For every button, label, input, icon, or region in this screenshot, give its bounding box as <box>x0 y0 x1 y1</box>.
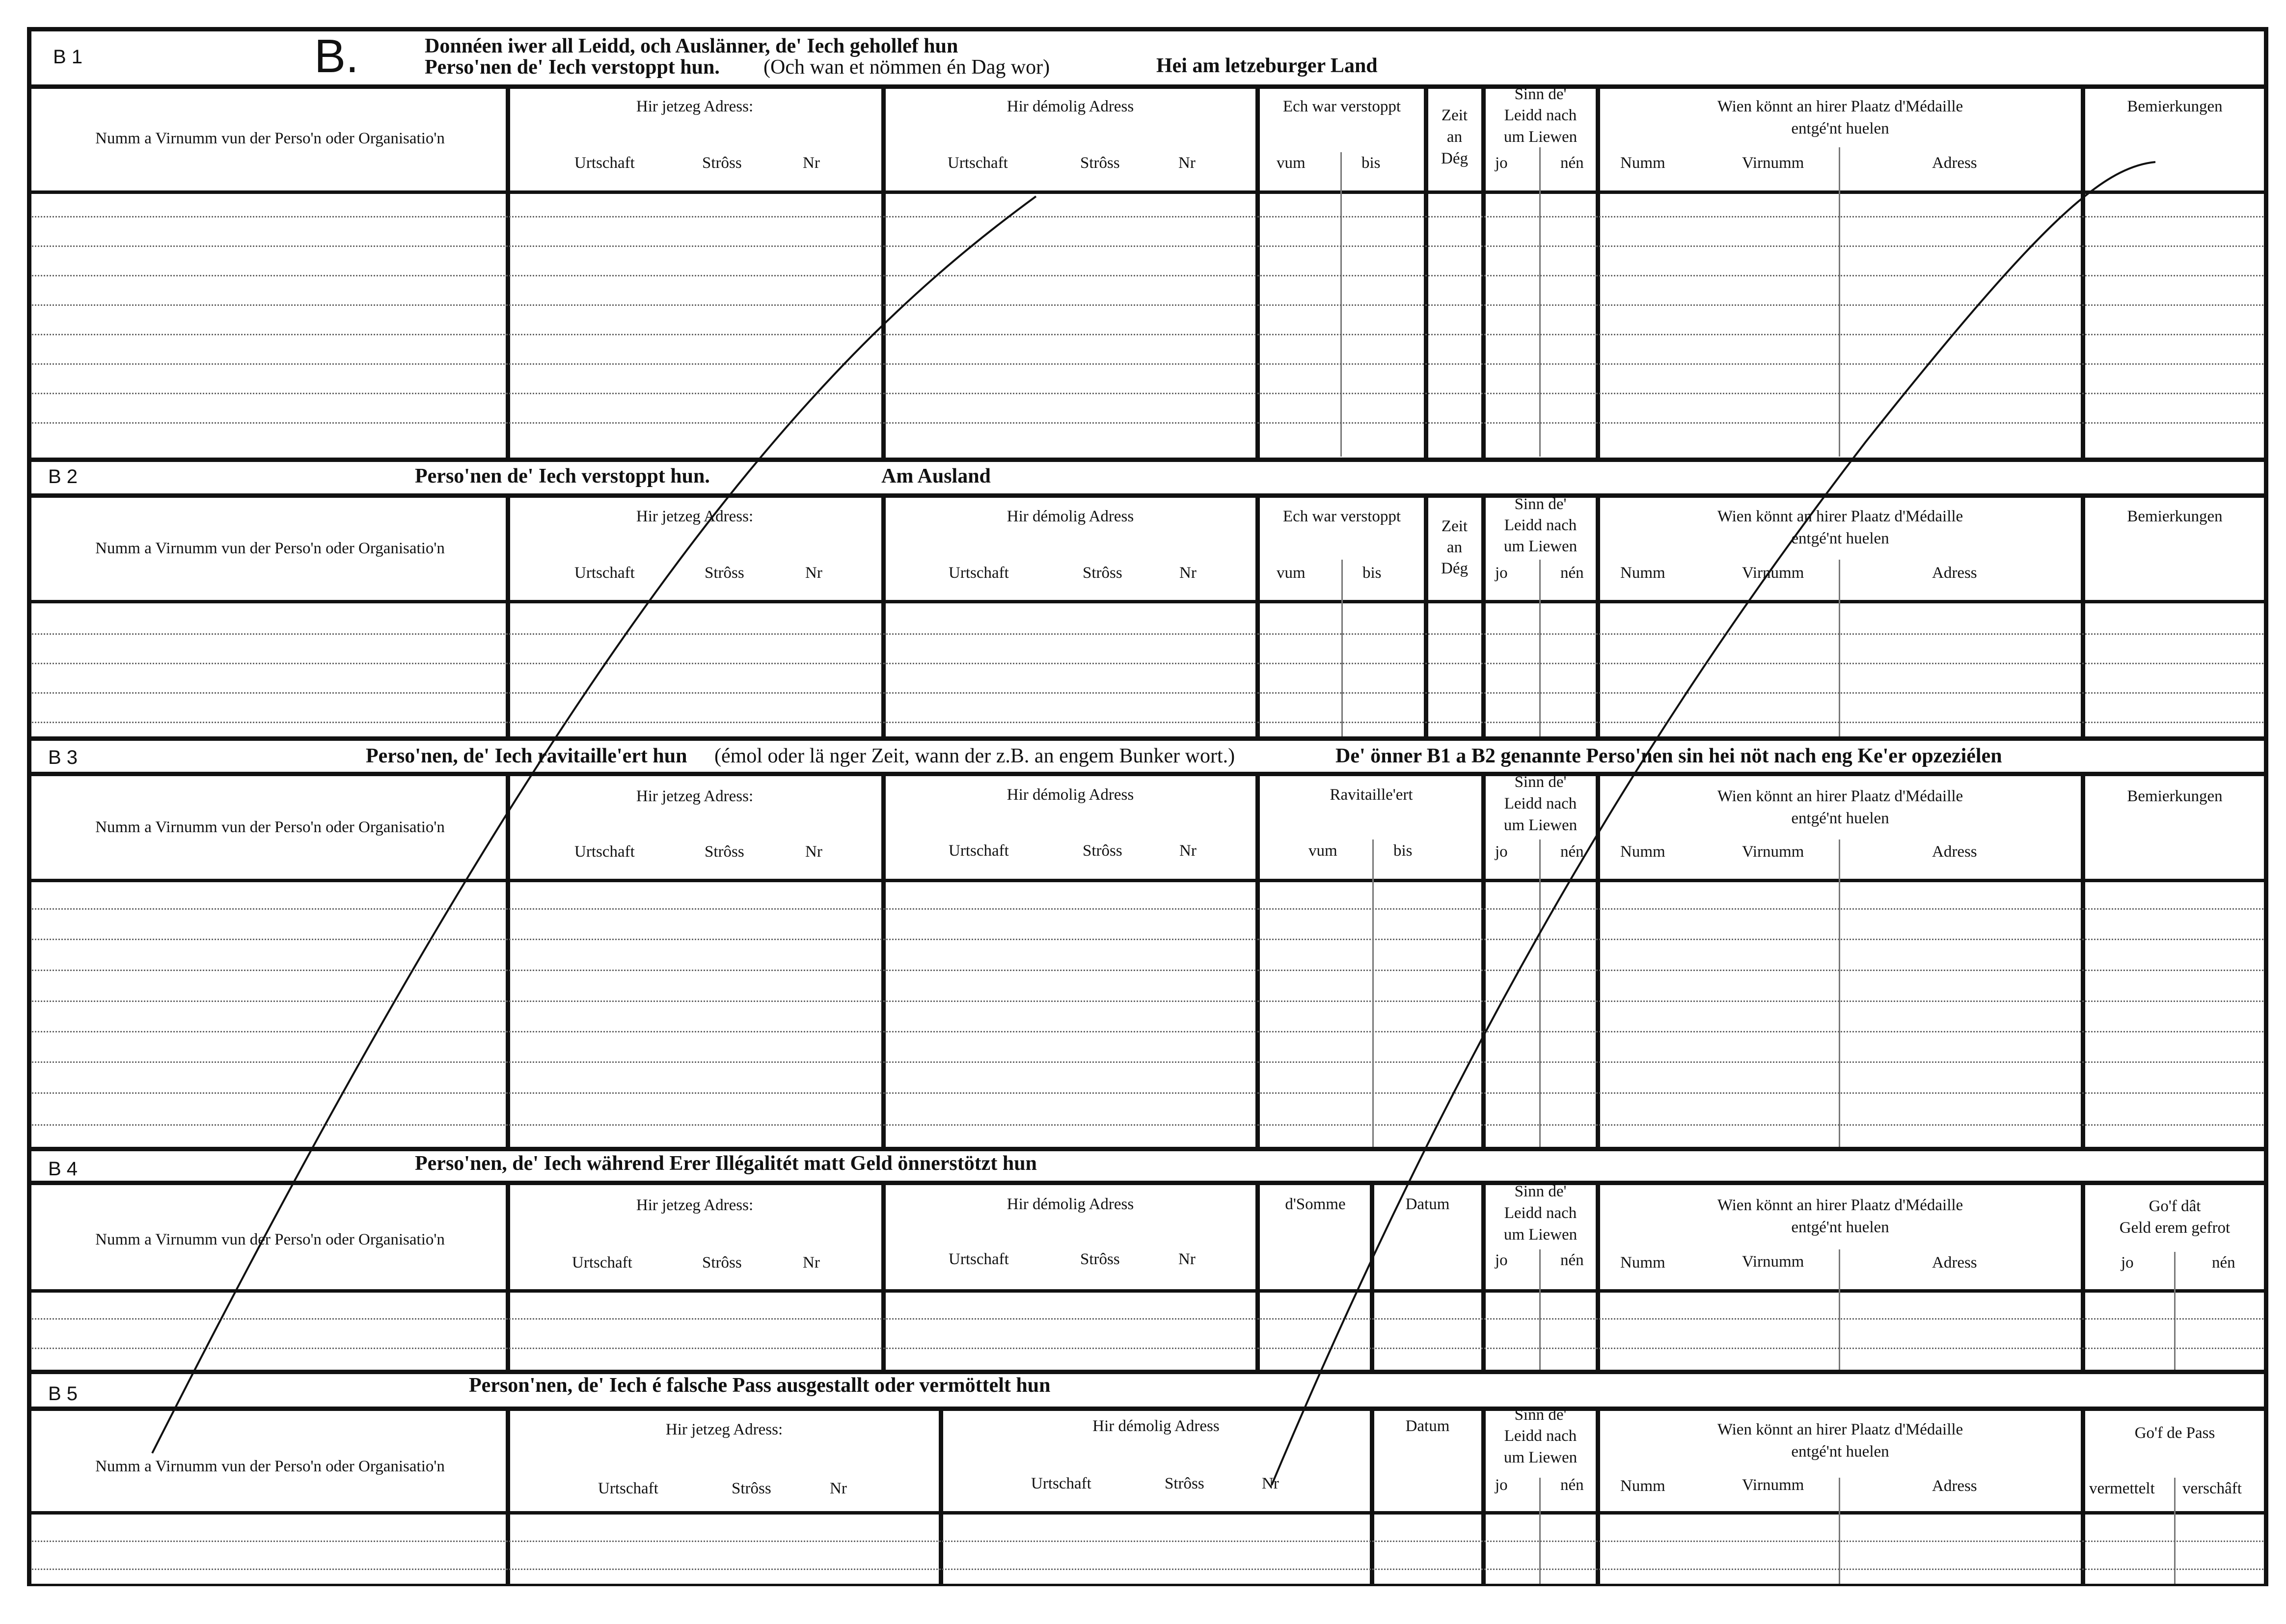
section-title-b1-line2: Perso'nen de' Iech verstoppt hun. <box>425 56 720 79</box>
header-virnumm: Virnumm <box>1742 564 1804 582</box>
header-vum: vum <box>1277 564 1306 582</box>
header-remarks-b1: Bemierkungen <box>2127 98 2223 115</box>
header-medal-1: Wien könnt an hirer Plaatz d'Médaille <box>1717 508 1963 525</box>
section-place-b2: Am Ausland <box>881 465 991 487</box>
header-name-b1: Numm a Virnumm vun der Perso'n oder Organisatio'n <box>95 130 445 147</box>
header-nr: Nr <box>1179 564 1197 582</box>
header-stross: Strôss <box>705 843 744 861</box>
header-ravitailleert: Ravitaille'ert <box>1330 786 1413 804</box>
header-zeit-an: an <box>1446 539 1463 556</box>
header-alive-1: Sinn de' <box>1514 1183 1567 1200</box>
header-vum: vum <box>1277 154 1306 172</box>
header-medal-1: Wien könnt an hirer Plaatz d'Médaille <box>1717 98 1963 115</box>
header-alive-1: Sinn de' <box>1514 773 1567 791</box>
header-medal-2: entgé'nt huelen <box>1791 1443 1889 1461</box>
header-nr: Nr <box>1179 842 1197 860</box>
section-title-b3: Perso'nen, de' Iech ravitaille'ert hun <box>366 745 687 767</box>
header-jo: jo <box>2121 1254 2134 1272</box>
section-place-b1: Hei am letzeburger Land <box>1156 54 1378 77</box>
header-urtschaft: Urtschaft <box>1031 1475 1091 1492</box>
header-name-b5: Numm a Virnumm vun der Perso'n oder Organisatio'n <box>95 1458 445 1475</box>
header-medal-2: entgé'nt huelen <box>1791 810 1889 827</box>
header-alive-3: um Liewen <box>1503 128 1578 146</box>
header-jo: jo <box>1495 1251 1508 1269</box>
header-money-back-2: Geld erem gefrot <box>2119 1219 2231 1237</box>
header-urtschaft: Urtschaft <box>949 842 1009 860</box>
header-somme: d'Somme <box>1285 1195 1346 1213</box>
header-jo: jo <box>1495 564 1508 582</box>
header-medal-2: entgé'nt huelen <box>1791 1218 1889 1236</box>
header-stross: Strôss <box>705 564 744 582</box>
header-verschaft: verschâft <box>2182 1480 2242 1497</box>
header-remarks-b3: Bemierkungen <box>2127 787 2223 805</box>
header-virnumm: Virnumm <box>1742 843 1804 861</box>
header-former-address-b1: Hir démolig Adress <box>1007 98 1134 115</box>
section-code-b2: B 2 <box>48 466 78 487</box>
header-stross: Strôss <box>1083 842 1122 860</box>
section-code-b3: B 3 <box>48 747 78 768</box>
header-nen: nén <box>1560 154 1584 172</box>
header-adress: Adress <box>1932 1254 1977 1272</box>
header-urtschaft: Urtschaft <box>598 1480 658 1497</box>
header-numm: Numm <box>1620 154 1665 172</box>
header-stross: Strôss <box>702 154 742 172</box>
header-current-address-b3: Hir jetzeg Adress: <box>636 787 754 805</box>
form-letter: B. <box>314 30 359 82</box>
header-medal-1: Wien könnt an hirer Plaatz d'Médaille <box>1717 787 1963 805</box>
header-numm: Numm <box>1620 1254 1665 1272</box>
header-virnumm: Virnumm <box>1742 1476 1804 1494</box>
header-current-address-b4: Hir jetzeg Adress: <box>636 1196 754 1214</box>
header-zeit-deg: Dég <box>1441 150 1468 167</box>
header-medal-1: Wien könnt an hirer Plaatz d'Médaille <box>1717 1421 1963 1438</box>
header-numm: Numm <box>1620 843 1665 861</box>
header-jo: jo <box>1495 843 1508 861</box>
header-zeit-an: an <box>1446 128 1463 146</box>
header-medal-2: entgé'nt huelen <box>1791 120 1889 137</box>
header-urtschaft: Urtschaft <box>949 564 1009 582</box>
header-name-b2: Numm a Virnumm vun der Perso'n oder Organisatio'n <box>95 540 445 557</box>
header-virnumm: Virnumm <box>1742 154 1804 172</box>
header-alive-1: Sinn de' <box>1514 85 1567 103</box>
header-alive-1: Sinn de' <box>1514 1406 1567 1424</box>
header-alive-3: um Liewen <box>1503 1449 1578 1466</box>
header-hidden-b1: Ech war verstoppt <box>1282 98 1401 115</box>
header-nr: Nr <box>830 1480 847 1497</box>
header-stross: Strôss <box>1080 154 1120 172</box>
header-former-address-b3: Hir démolig Adress <box>1007 786 1134 804</box>
header-nen: nén <box>1560 1476 1584 1494</box>
header-nen: nén <box>1560 564 1584 582</box>
header-urtschaft: Urtschaft <box>949 1250 1009 1268</box>
header-former-address-b2: Hir démolig Adress <box>1007 508 1134 525</box>
header-vermettelt: vermettelt <box>2089 1480 2155 1497</box>
header-alive-2: Leidd nach <box>1504 1427 1577 1445</box>
header-alive-3: um Liewen <box>1503 816 1578 834</box>
header-medal-1: Wien könnt an hirer Plaatz d'Médaille <box>1717 1196 1963 1214</box>
section-title-b1-line1: Donnéen iwer all Leidd, och Auslänner, de' Iech gehollef hun <box>425 35 958 57</box>
header-zeit: Zeit <box>1441 517 1468 535</box>
header-nr: Nr <box>803 1254 820 1272</box>
header-nr: Nr <box>805 564 822 582</box>
header-current-address-b5: Hir jetzeg Adress: <box>665 1421 783 1438</box>
section-title-b5: Person'nen, de' Iech é falsche Pass ausgestallt oder vermöttelt hun <box>469 1374 1051 1397</box>
header-nr: Nr <box>1262 1475 1279 1492</box>
header-alive-2: Leidd nach <box>1504 1204 1577 1222</box>
header-zeit: Zeit <box>1441 107 1468 124</box>
header-stross: Strôss <box>1165 1475 1204 1492</box>
header-alive-3: um Liewen <box>1503 538 1578 555</box>
header-urtschaft: Urtschaft <box>572 1254 632 1272</box>
header-adress: Adress <box>1932 564 1977 582</box>
header-nen: nén <box>1560 1251 1584 1269</box>
header-nr: Nr <box>805 843 822 861</box>
header-former-address-b4: Hir démolig Adress <box>1007 1195 1134 1213</box>
header-urtschaft: Urtschaft <box>574 154 635 172</box>
section-code-b5: B 5 <box>48 1383 78 1405</box>
header-adress: Adress <box>1932 1477 1977 1495</box>
header-nr: Nr <box>803 154 820 172</box>
header-bis: bis <box>1361 154 1381 172</box>
header-urtschaft: Urtschaft <box>948 154 1008 172</box>
section-extra-b3: De' önner B1 a B2 genannte Perso'nen sin hei nöt nach eng Ke'er opzeziélen <box>1335 745 2002 767</box>
header-datum-b5: Datum <box>1405 1417 1450 1435</box>
section-code-b1: B 1 <box>53 46 83 68</box>
header-nr: Nr <box>1178 1250 1196 1268</box>
header-urtschaft: Urtschaft <box>574 564 635 582</box>
section-note-b3: (émol oder lä nger Zeit, wann der z.B. an engem Bunker wort.) <box>714 745 1235 767</box>
header-jo: jo <box>1495 1476 1508 1494</box>
header-hidden-b2: Ech war verstoppt <box>1282 508 1401 525</box>
header-nen: nén <box>2212 1254 2235 1272</box>
header-numm: Numm <box>1620 1477 1665 1495</box>
header-pass: Go'f de Pass <box>2134 1424 2215 1442</box>
section-title-b4: Perso'nen, de' Iech während Erer Illégalitét matt Geld önnerstötzt hun <box>415 1152 1037 1175</box>
header-current-address-b2: Hir jetzeg Adress: <box>636 508 754 525</box>
header-vum: vum <box>1308 842 1337 860</box>
header-former-address-b5: Hir démolig Adress <box>1092 1417 1220 1435</box>
header-medal-2: entgé'nt huelen <box>1791 530 1889 547</box>
header-urtschaft: Urtschaft <box>574 843 635 861</box>
header-alive-2: Leidd nach <box>1504 795 1577 812</box>
header-stross: Strôss <box>1080 1250 1120 1268</box>
header-bis: bis <box>1393 842 1413 860</box>
header-alive-1: Sinn de' <box>1514 495 1567 513</box>
header-stross: Strôss <box>732 1480 771 1497</box>
header-nen: nén <box>1560 843 1584 861</box>
header-current-address-b1: Hir jetzeg Adress: <box>636 98 754 115</box>
header-zeit-deg: Dég <box>1441 560 1468 577</box>
header-bis: bis <box>1362 564 1382 582</box>
header-jo: jo <box>1495 154 1508 172</box>
section-note-b1: (Och wan et nömmen én Dag wor) <box>763 56 1050 79</box>
header-stross: Strôss <box>702 1254 742 1272</box>
header-numm: Numm <box>1620 564 1665 582</box>
header-alive-2: Leidd nach <box>1504 516 1577 534</box>
header-stross: Strôss <box>1083 564 1122 582</box>
section-code-b4: B 4 <box>48 1158 78 1180</box>
header-adress: Adress <box>1932 154 1977 172</box>
header-alive-2: Leidd nach <box>1504 107 1577 124</box>
header-virnumm: Virnumm <box>1742 1253 1804 1271</box>
header-adress: Adress <box>1932 843 1977 861</box>
header-nr: Nr <box>1178 154 1196 172</box>
header-money-back-1: Go'f dât <box>2149 1197 2201 1215</box>
header-alive-3: um Liewen <box>1503 1226 1578 1244</box>
header-name-b3: Numm a Virnumm vun der Perso'n oder Organisatio'n <box>95 818 445 836</box>
header-name-b4: Numm a Virnumm vun der Perso'n oder Organisatio'n <box>95 1231 445 1248</box>
header-remarks-b2: Bemierkungen <box>2127 508 2223 525</box>
section-title-b2: Perso'nen de' Iech verstoppt hun. <box>415 465 710 487</box>
header-datum-b4: Datum <box>1405 1195 1450 1213</box>
